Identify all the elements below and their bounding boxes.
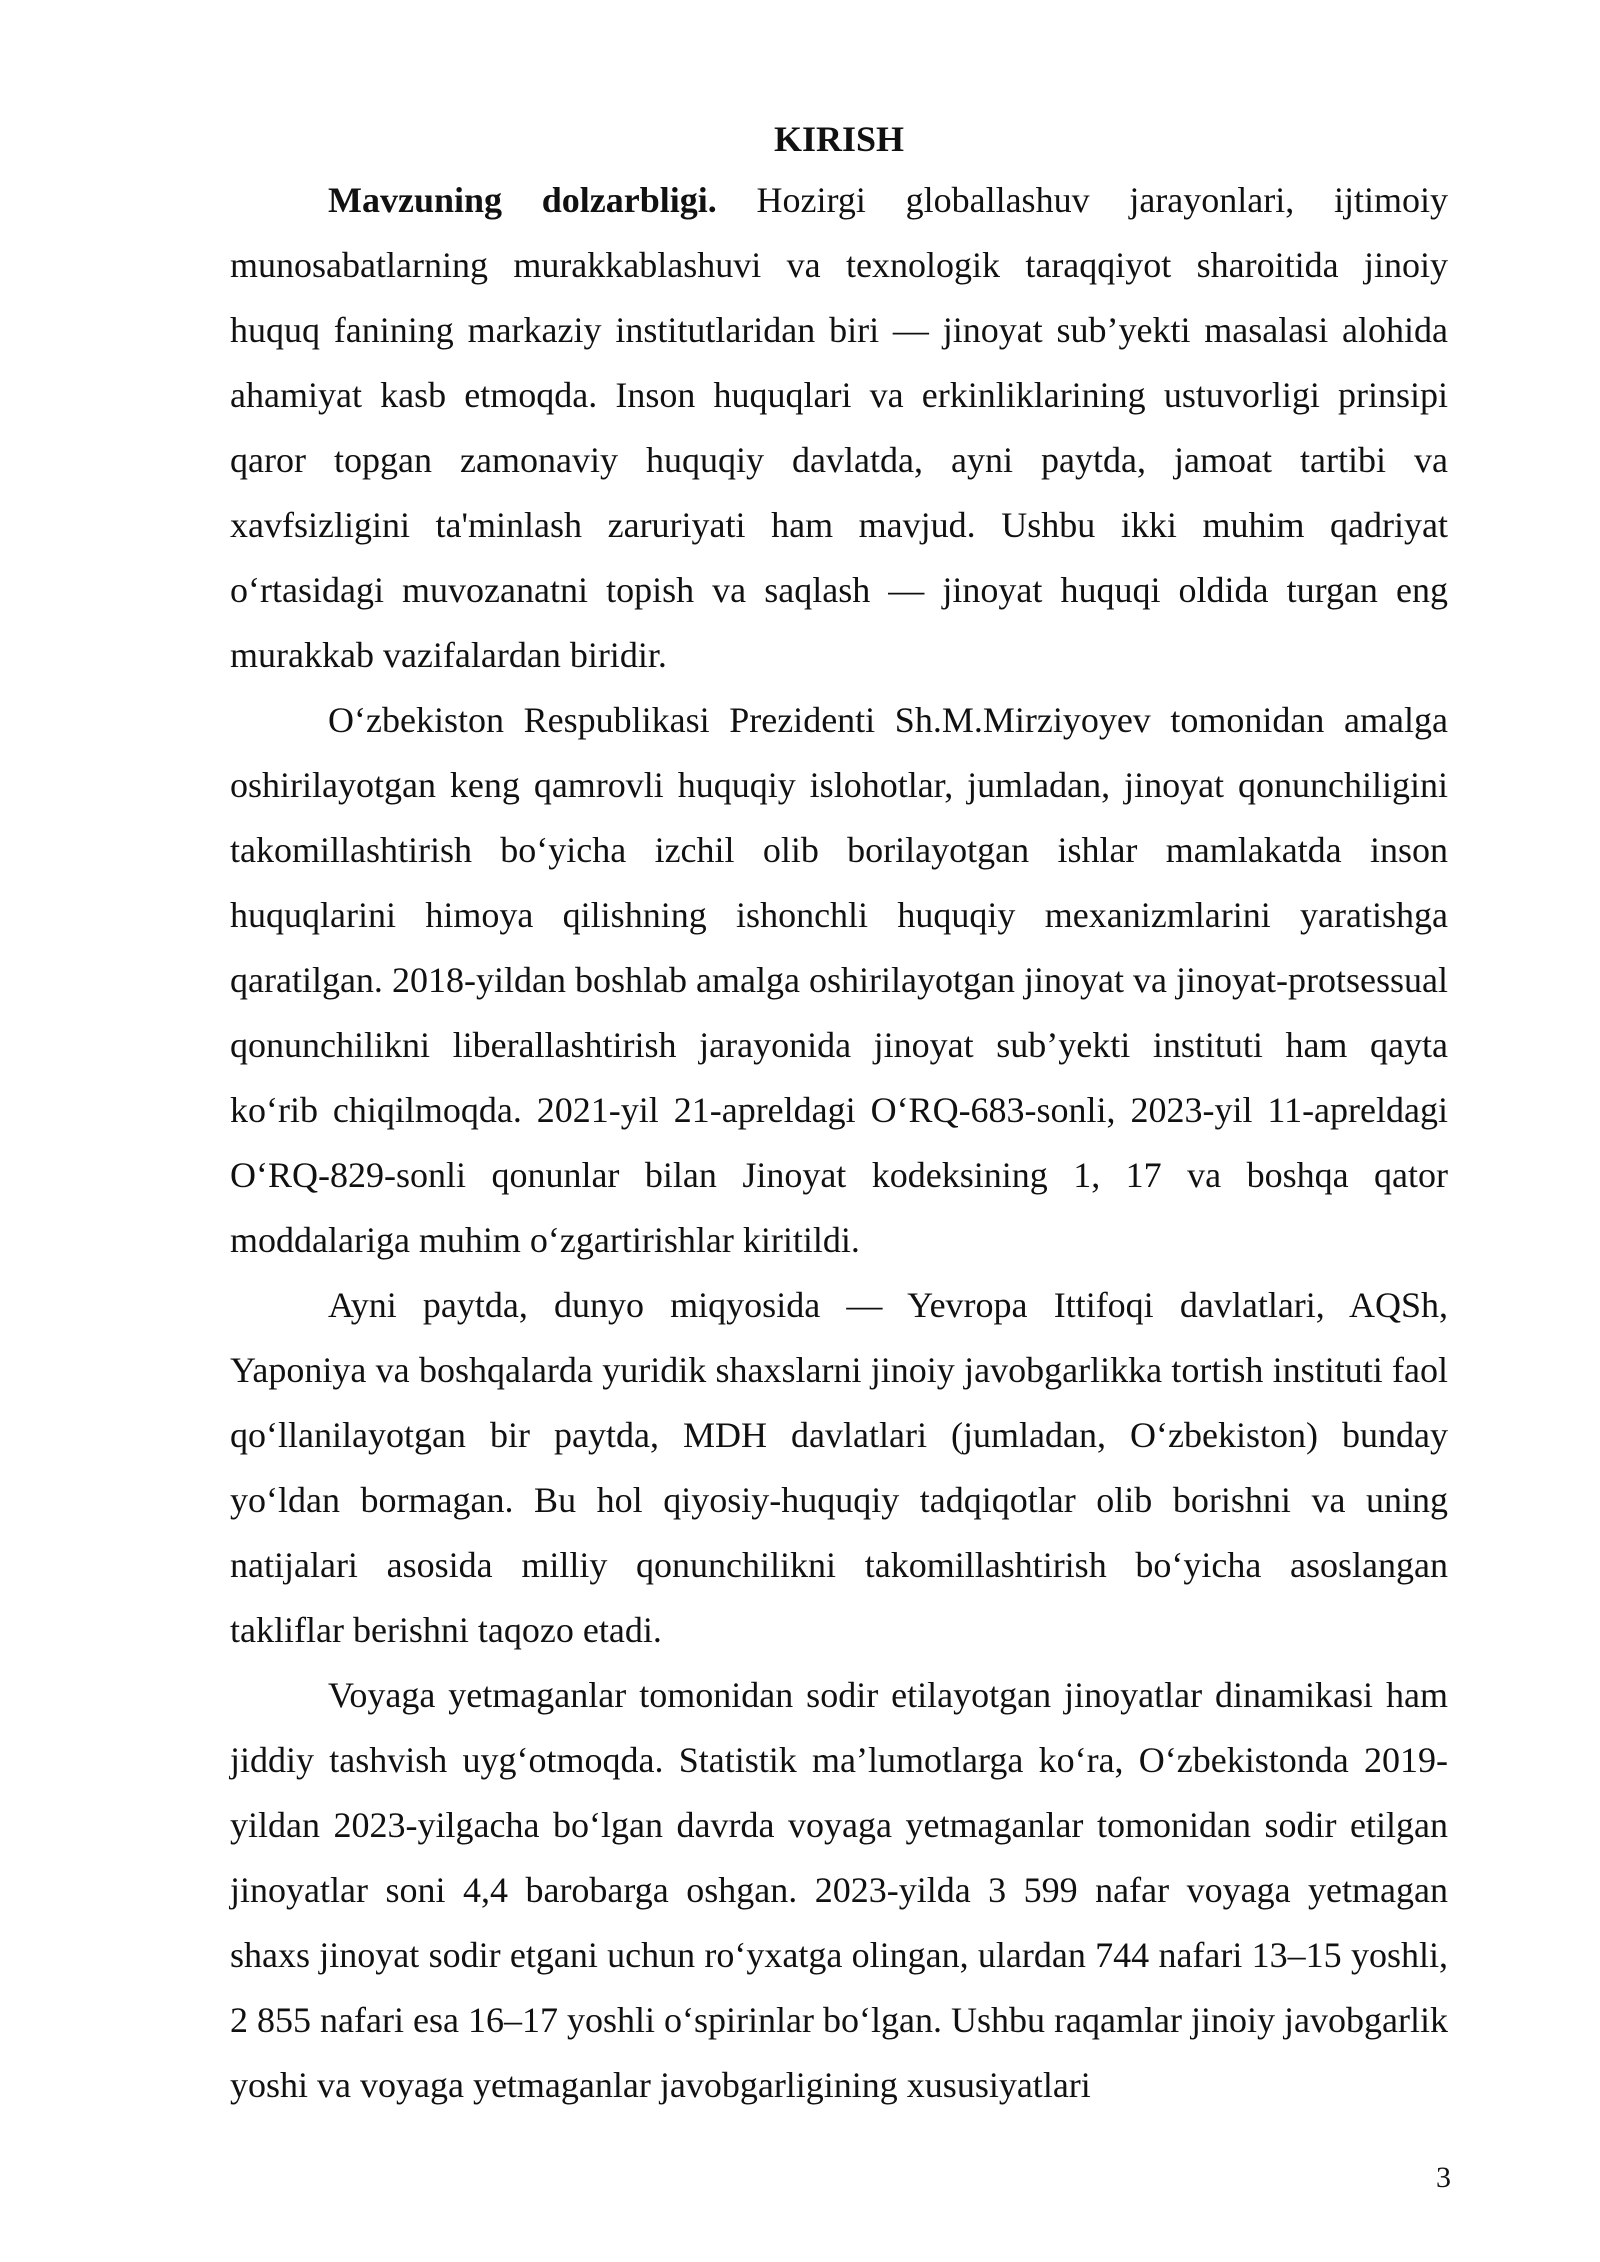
paragraph-juvenile-statistics: [230, 1663, 1448, 2118]
page-number: 3: [1436, 2161, 1451, 2194]
paragraph-text: Hozirgi globallashuv jarayonlari, ijtimoiy munosabatlarning murakkablashuvi va texnologik taraqqiyot sharoitida jinoiy huquq fanining markaziy institutlaridan biri — jinoyat sub’yekti masalasi alohida ahamiyat kasb etmoqda. Inson huquqlari va erkinliklarining ustuvorligi prinsipi qaror topgan zamonaviy huquqiy davlatda, ayni paytda, jamoat tartibi va xavfsizligini ta'minlash zaruriyati ham mavjud. Ushbu ikki muhim qadriyat oʻrtasidagi muvozanatni topish va saqlash — jinoyat huquqi oldida turgan eng murakkab vazifalardan biridir.: [230, 180, 1448, 675]
paragraph-international: [230, 1273, 1448, 1663]
section-heading: KIRISH: [773, 119, 905, 159]
page-content: [230, 110, 1448, 2118]
paragraph-lead: Mavzuning dolzarbligi.: [328, 180, 717, 220]
paragraph-text: Ayni paytda, dunyo miqyosida — Yevropa Ittifoqi davlatlari, AQSh, Yaponiya va boshqalarda yuridik shaxslarni jinoiy javobgarlikka tortish instituti faol qoʻllanilayotgan bir paytda, MDH davlatlari (jumladan, Oʻzbekiston) bunday yoʻldan bormagan. Bu hol qiyosiy-huquqiy tadqiqotlar olib borishni va uning natijalari asosida milliy qonunchilikni takomillashtirish boʻyicha asoslangan takliflar berishni taqozo etadi.: [230, 1285, 1448, 1650]
paragraph-text: Voyaga yetmaganlar tomonidan sodir etilayotgan jinoyatlar dinamikasi ham jiddiy tashvish uygʻotmoqda. Statistik ma’lumotlarga koʻra, Oʻzbekistonda 2019-yildan 2023-yilgacha boʻlgan davrda voyaga yetmaganlar tomonidan sodir etilgan jinoyatlar soni 4,4 barobarga oshgan. 2023-yilda 3 599 nafar voyaga yetmagan shaxs jinoyat sodir etgani uchun roʻyxatga olingan, ulardan 744 nafari 13–15 yoshli, 2 855 nafari esa 16–17 yoshli oʻspirinlar boʻlgan. Ushbu raqamlar jinoiy javobgarlik yoshi va voyaga yetmaganlar javobgarligining xususiyatlari: [230, 1675, 1448, 2105]
paragraph-relevance: [230, 168, 1448, 688]
paragraph-text: Oʻzbekiston Respublikasi Prezidenti Sh.M.Mirziyoyev tomonidan amalga oshirilayotgan keng qamrovli huquqiy islohotlar, jumladan, jinoyat qonunchiligini takomillashtirish boʻyicha izchil olib borilayotgan ishlar mamlakatda inson huquqlarini himoya qilishning ishonchli huquqiy mexanizmlarini yaratishga qaratilgan. 2018-yildan boshlab amalga oshirilayotgan jinoyat va jinoyat-protsessual qonunchilikni liberallashtirish jarayonida jinoyat sub’yekti instituti ham qayta koʻrib chiqilmoqda. 2021-yil 21-apreldagi OʻRQ-683-sonli, 2023-yil 11-apreldagi OʻRQ-829-sonli qonunlar bilan Jinoyat kodeksining 1, 17 va boshqa qator moddalariga muhim oʻzgartirishlar kiritildi.: [230, 700, 1448, 1260]
paragraph-reforms: [230, 688, 1448, 1273]
